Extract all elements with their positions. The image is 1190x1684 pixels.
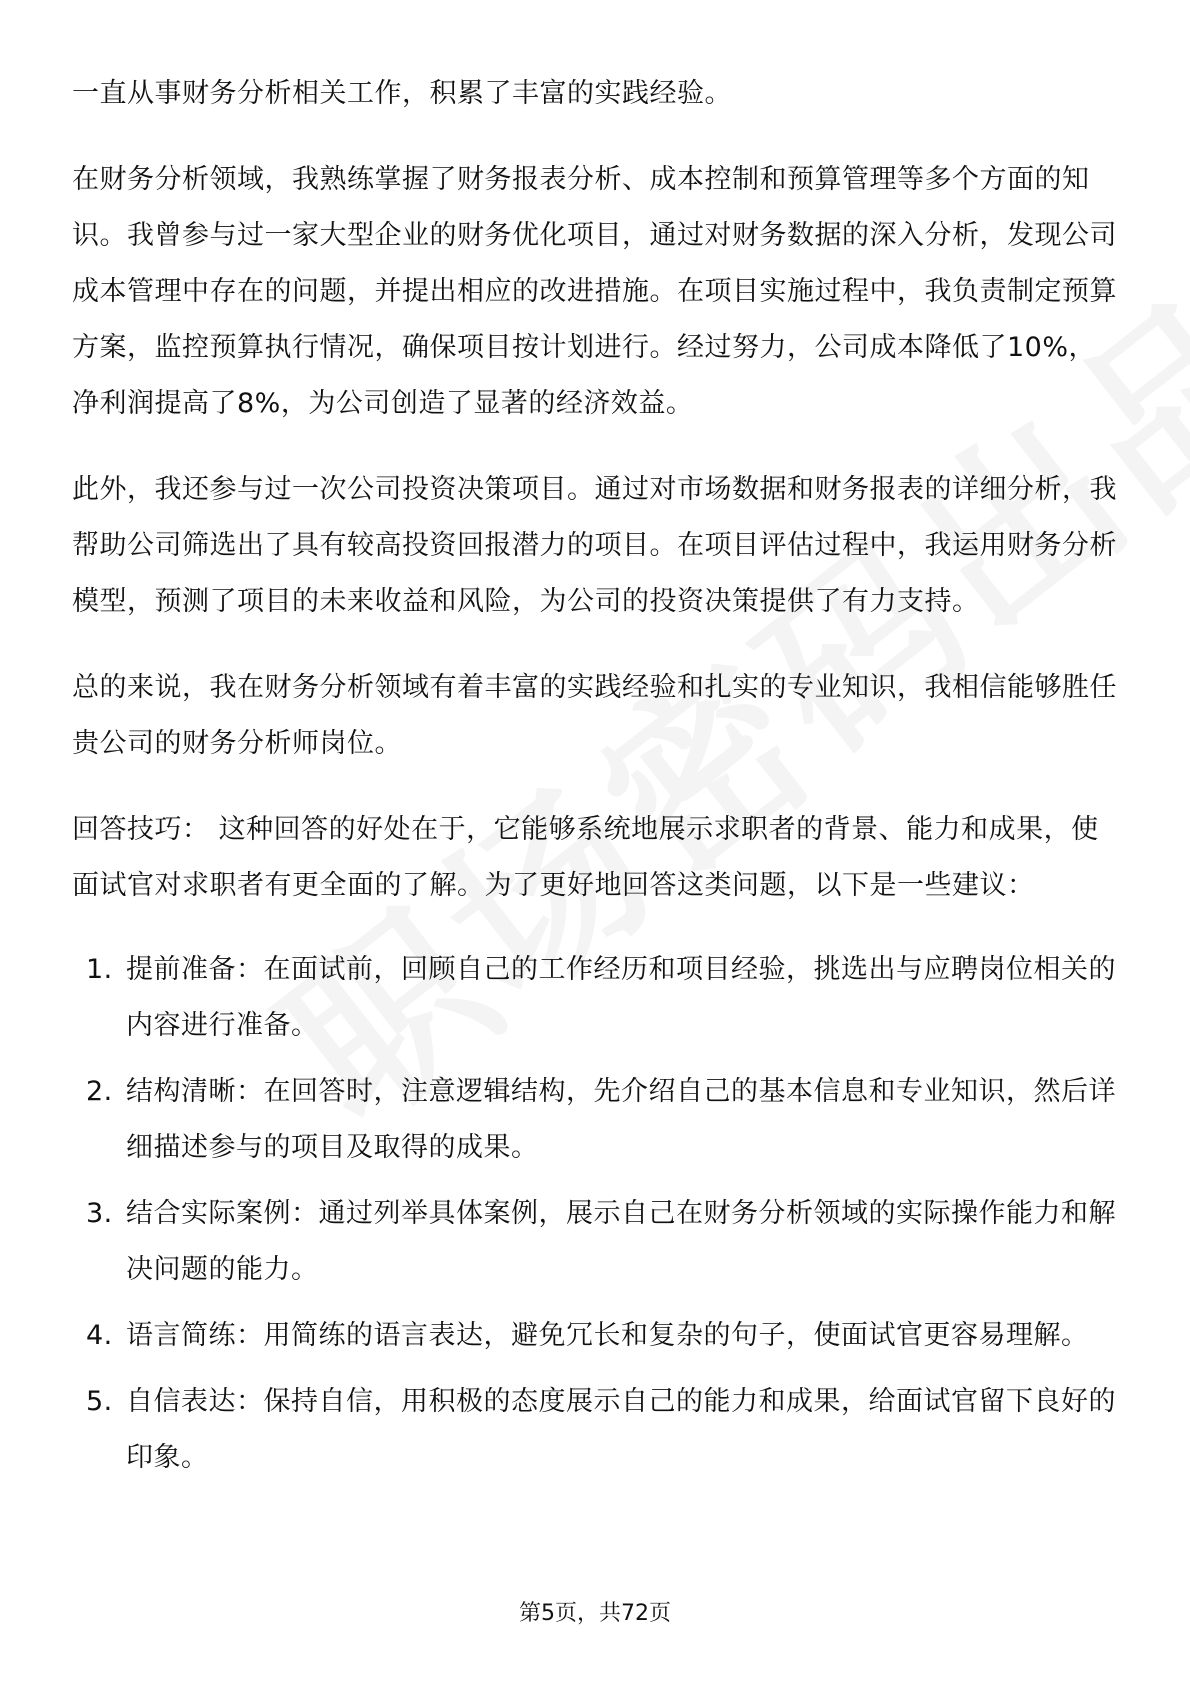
list-item: [72, 942, 1118, 1054]
page-number: 第5页，共72页: [519, 1601, 671, 1626]
list-item-text: 结合实际案例：通过列举具体案例，展示自己在财务分析领域的实际操作能力和解决问题的能力。: [126, 1198, 1116, 1285]
list-item: [72, 1186, 1118, 1298]
page-content: [72, 66, 1118, 1496]
list-item-text: 结构清晰：在回答时，注意逻辑结构，先介绍自己的基本信息和专业知识，然后详细描述参与的项目及取得的成果。: [126, 1076, 1116, 1163]
paragraph-investment-decision: 此外，我还参与过一次公司投资决策项目。通过对市场数据和财务报表的详细分析，我帮助公司筛选出了具有较高投资回报潜力的项目。在项目评估过程中，我运用财务分析模型，预测了项目的未来收益和风险，为公司的投资决策提供了有力支持。: [72, 474, 1117, 617]
list-item-number: 3.: [86, 1198, 113, 1229]
list-item-number: 5.: [86, 1386, 113, 1417]
paragraph-financial-optimization: 在财务分析领域，我熟练掌握了财务报表分析、成本控制和预算管理等多个方面的知识。我曾参与过一家大型企业的财务优化项目，通过对财务数据的深入分析，发现公司成本管理中存在的问题，并提出相应的改进措施。在项目实施过程中，我负责制定预算方案，监控预算执行情况，确保项目按计划进行。经过努力，公司成本降低了10%，净利润提高了8%，为公司创造了显著的经济效益。: [72, 164, 1117, 419]
list-item-text: 自信表达：保持自信，用积极的态度展示自己的能力和成果，给面试官留下良好的印象。: [126, 1386, 1116, 1473]
list-item-text: 提前准备：在面试前，回顾自己的工作经历和项目经验，挑选出与应聘岗位相关的内容进行准备。: [126, 954, 1116, 1041]
paragraph-summary: 总的来说，我在财务分析领域有着丰富的实践经验和扎实的专业知识，我相信能够胜任贵公司的财务分析师岗位。: [72, 672, 1117, 759]
list-item: [72, 1064, 1118, 1176]
list-item-number: 1.: [86, 954, 113, 985]
list-item-number: 4.: [86, 1320, 113, 1351]
list-item-number: 2.: [86, 1076, 113, 1107]
list-item-text: 语言简练：用简练的语言表达，避免冗长和复杂的句子，使面试官更容易理解。: [126, 1320, 1089, 1351]
list-item: [72, 1374, 1118, 1486]
list-item: [72, 1308, 1118, 1364]
page-footer: [0, 1596, 1190, 1627]
paragraph-answer-tips: 回答技巧： 这种回答的好处在于，它能够系统地展示求职者的背景、能力和成果，使面试官对求职者有更全面的了解。为了更好地回答这类问题，以下是一些建议：: [72, 814, 1099, 901]
tips-list: [72, 942, 1118, 1486]
paragraph-intro-continuation: 一直从事财务分析相关工作，积累了丰富的实践经验。: [72, 78, 732, 109]
